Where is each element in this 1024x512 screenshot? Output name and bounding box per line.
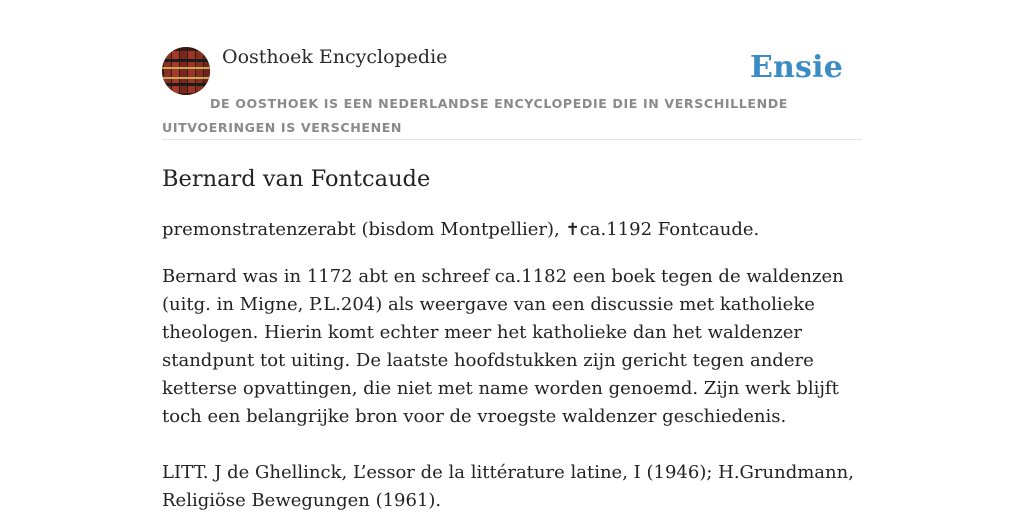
article-summary: [162, 216, 862, 244]
brand-logo[interactable]: Ensie: [749, 50, 843, 85]
article-body: Bernard was in 1172 abt en schreef ca.1182 een boek tegen de waldenzen (uitg. in Migne, P.L.204) als weergave van een discussie met katholieke theologen. Hierin komt echter meer het katholieke dan het waldenzer standpunt tot uiting. De laatste hoofdstukken zijn gericht tegen andere ketterse opvattingen, die niet met name worden genoemd. Zijn werk blijft toch een belangrijke bron voor de vroegste waldenzer geschiedenis.: [162, 266, 844, 427]
death-cross-icon: ✝: [565, 220, 580, 240]
summary-death-info: ca.1192 Fontcaude.: [579, 219, 760, 240]
site-tagline: DE OOSTHOEK IS EEN NEDERLANDSE ENCYCLOPEDIE DIE IN VERSCHILLENDE UITVOERINGEN IS VERSCHENEN: [162, 96, 789, 135]
summary-text: premonstratenzerabt (bisdom Montpellier),: [162, 219, 566, 240]
article-references: LITT. J de Ghellinck, L’essor de la littérature latine, I (1946); H.Grundmann, Religiöse Bewegungen (1961).: [162, 462, 854, 511]
site-name[interactable]: Oosthoek Encyclopedie: [222, 46, 448, 68]
site-header: [162, 44, 862, 140]
article: [162, 164, 862, 512]
encyclopedia-books-icon[interactable]: [162, 47, 210, 95]
article-title: Bernard van Fontcaude: [162, 166, 431, 192]
